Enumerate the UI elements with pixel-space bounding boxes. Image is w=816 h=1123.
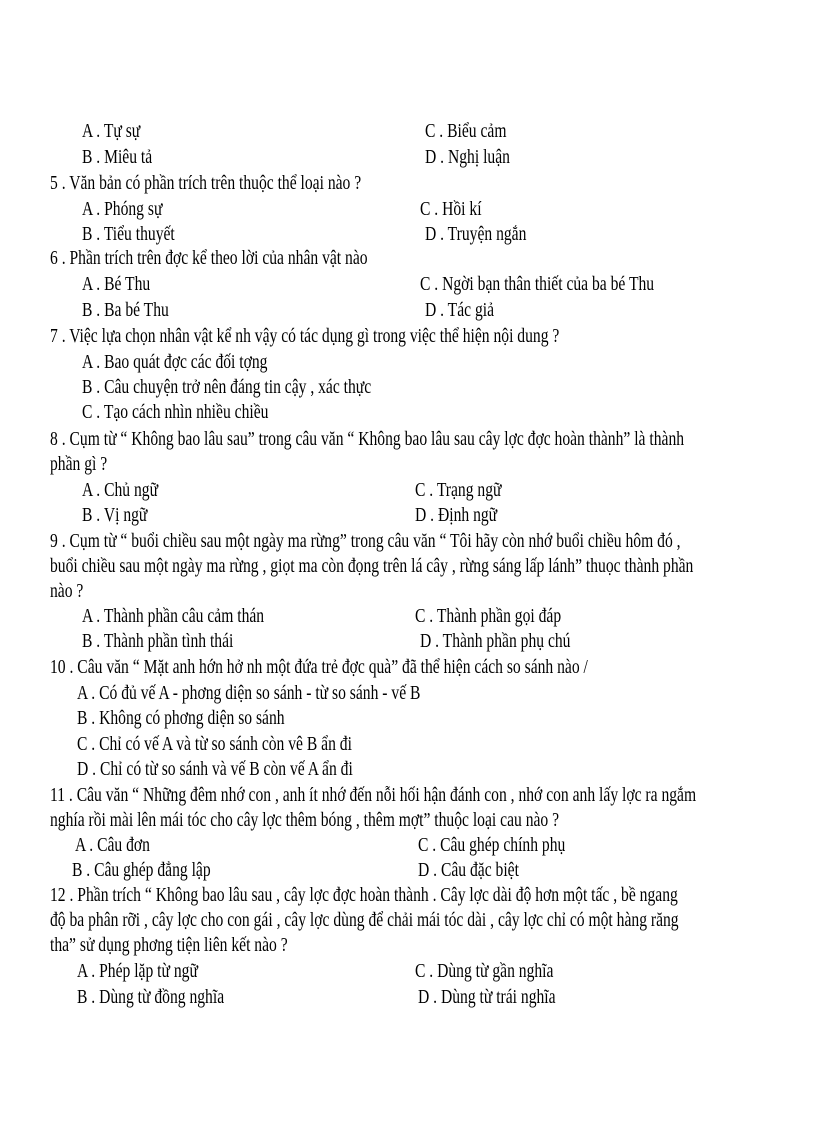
q11-option-b: B . Câu ghép đẳng lập bbox=[72, 859, 211, 881]
q12-question-line-3: tha” sử dụng phơng tiện liên kết nào ? bbox=[50, 934, 288, 956]
q4-option-c: C . Biểu cảm bbox=[425, 120, 507, 142]
q10-option-d: D . Chỉ có từ so sánh và vế B còn vế A ẩn đi bbox=[77, 758, 353, 780]
q11-option-a: A . Câu đơn bbox=[75, 834, 150, 856]
q7-question: 7 . Việc lựa chọn nhân vật kể nh vậy có tác dụng gì trong việc thể hiện nội dung ? bbox=[50, 325, 560, 347]
q6-option-d: D . Tác giả bbox=[425, 299, 495, 321]
q10-option-c: C . Chỉ có vế A và từ so sánh còn vê B ẩn đi bbox=[77, 733, 352, 755]
q8-option-c: C . Trạng ngữ bbox=[415, 479, 502, 501]
q9-option-d: D . Thành phần phụ chú bbox=[420, 630, 571, 652]
q5-option-a: A . Phóng sự bbox=[82, 198, 163, 220]
q9-question-line-1: 9 . Cụm từ “ buổi chiều sau một ngày ma rừng” trong câu văn “ Tôi hãy còn nhớ buổi chiều hôm đó , bbox=[50, 530, 681, 552]
q4-option-a: A . Tự sự bbox=[82, 120, 141, 142]
q12-option-b: B . Dùng từ đồng nghĩa bbox=[77, 986, 225, 1008]
q9-question-line-3: nào ? bbox=[50, 580, 84, 602]
q5-option-d: D . Truyện ngắn bbox=[425, 223, 527, 245]
q10-option-a: A . Có đủ vế A - phơng diện so sánh - từ so sánh - vế B bbox=[77, 682, 421, 704]
q8-option-b: B . Vị ngữ bbox=[82, 504, 148, 526]
q7-option-a: A . Bao quát đợc các đối tợng bbox=[82, 351, 268, 373]
q8-question-line-2: phần gì ? bbox=[50, 453, 108, 475]
q6-question: 6 . Phần trích trên đợc kể theo lời của nhân vật nào bbox=[50, 247, 368, 269]
q12-question-line-2: độ ba phân rỡi , cây lợc cho con gái , cây lợc dùng để chải mái tóc dài , cây lợc chỉ có một hàng răng bbox=[50, 909, 679, 931]
q4-option-d: D . Nghị luận bbox=[425, 146, 510, 168]
q11-question-line-2: nghía rồi mài lên mái tóc cho cây lợc thêm bóng , thêm mợt” thuộc loại cau nào ? bbox=[50, 809, 560, 831]
q10-option-b: B . Không có phơng diện so sánh bbox=[77, 707, 285, 729]
q9-question-line-2: buổi chiều sau một ngày ma rừng , giọt ma còn đọng trên lá cây , rừng sáng lấp lánh” thuọc thành phần bbox=[50, 555, 694, 577]
q5-option-c: C . Hồi kí bbox=[420, 198, 482, 220]
q12-option-a: A . Phép lặp từ ngữ bbox=[77, 960, 198, 982]
q6-option-b: B . Ba bé Thu bbox=[82, 299, 169, 321]
q7-option-b: B . Câu chuyện trở nên đáng tin cậy , xác thực bbox=[82, 376, 372, 398]
q5-question: 5 . Văn bản có phần trích trên thuộc thể loại nào ? bbox=[50, 172, 362, 194]
q9-option-a: A . Thành phần câu cảm thán bbox=[82, 605, 265, 627]
q5-option-b: B . Tiểu thuyết bbox=[82, 223, 175, 245]
q9-option-b: B . Thành phần tình thái bbox=[82, 630, 234, 652]
q6-option-c: C . Ngời bạn thân thiết của ba bé Thu bbox=[420, 273, 655, 295]
q6-option-a: A . Bé Thu bbox=[82, 273, 151, 295]
q8-option-a: A . Chủ ngữ bbox=[82, 479, 159, 501]
q7-option-c: C . Tạo cách nhìn nhiều chiều bbox=[82, 401, 269, 423]
q10-question: 10 . Câu văn “ Mặt anh hớn hở nh một đứa trẻ đợc quà” đã thể hiện cách so sánh nào / bbox=[50, 656, 588, 678]
q11-option-c: C . Câu ghép chính phụ bbox=[418, 834, 566, 856]
q11-question-line-1: 11 . Câu văn “ Những đêm nhớ con , anh ít nhớ đến nỗi hối hận đánh con , nhớ con anh lấy lợc ra ngắm bbox=[50, 784, 697, 806]
q12-question-line-1: 12 . Phần trích “ Không bao lâu sau , cây lợc đợc hoàn thành . Cây lợc dài độ hơn một tấc , bề ngang bbox=[50, 884, 678, 906]
q12-option-c: C . Dùng từ gần nghĩa bbox=[415, 960, 554, 982]
q8-option-d: D . Định ngữ bbox=[415, 504, 498, 526]
q9-option-c: C . Thành phần gọi đáp bbox=[415, 605, 562, 627]
q11-option-d: D . Câu đặc biệt bbox=[418, 859, 519, 881]
q4-option-b: B . Miêu tả bbox=[82, 146, 153, 168]
q8-question-line-1: 8 . Cụm từ “ Không bao lâu sau” trong câu văn “ Không bao lâu sau cây lợc đợc hoàn thành” là thành bbox=[50, 428, 685, 450]
q12-option-d: D . Dùng từ trái nghĩa bbox=[418, 986, 556, 1008]
